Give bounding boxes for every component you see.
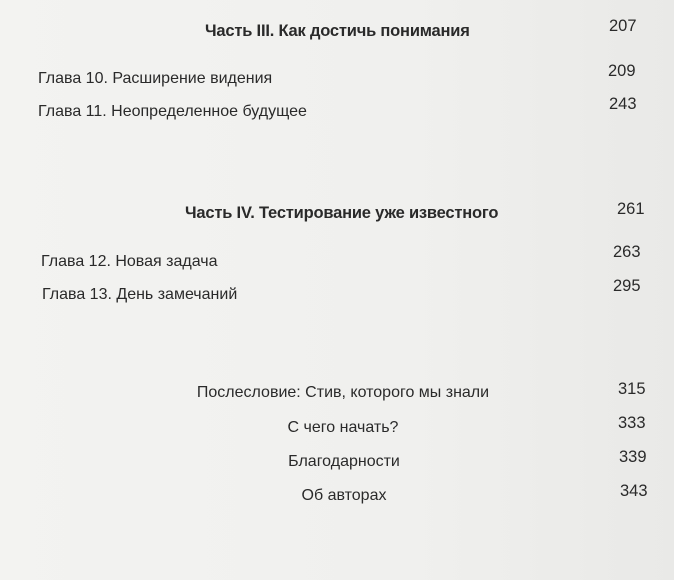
where-to-start-page: 333 [618, 414, 646, 432]
chapter-11-page: 243 [609, 95, 637, 113]
chapter-11-title: Глава 11. Неопределенное будущее [38, 103, 307, 120]
chapter-10-page: 209 [608, 62, 636, 80]
thanks-page: 339 [619, 448, 647, 466]
afterword-page: 315 [618, 380, 646, 398]
part-3-page: 207 [609, 17, 637, 35]
where-to-start-title: С чего начать? [287, 419, 399, 436]
chapter-12-title: Глава 12. Новая задача [41, 253, 218, 270]
afterword-title: Послесловие: Стив, которого мы знали [196, 384, 490, 401]
chapter-13-page: 295 [613, 277, 641, 295]
part-3-title: Часть III. Как достичь понимания [205, 22, 470, 40]
thanks-title: Благодарности [288, 453, 400, 470]
about-authors-page: 343 [620, 482, 648, 500]
part-4-page: 261 [617, 200, 645, 218]
part-4-title: Часть IV. Тестирование уже известного [185, 204, 499, 222]
chapter-12-page: 263 [613, 243, 641, 261]
chapter-10-title: Глава 10. Расширение видения [38, 70, 273, 87]
chapter-13-title: Глава 13. День замечаний [42, 286, 238, 303]
about-authors-title: Об авторах [301, 487, 387, 504]
